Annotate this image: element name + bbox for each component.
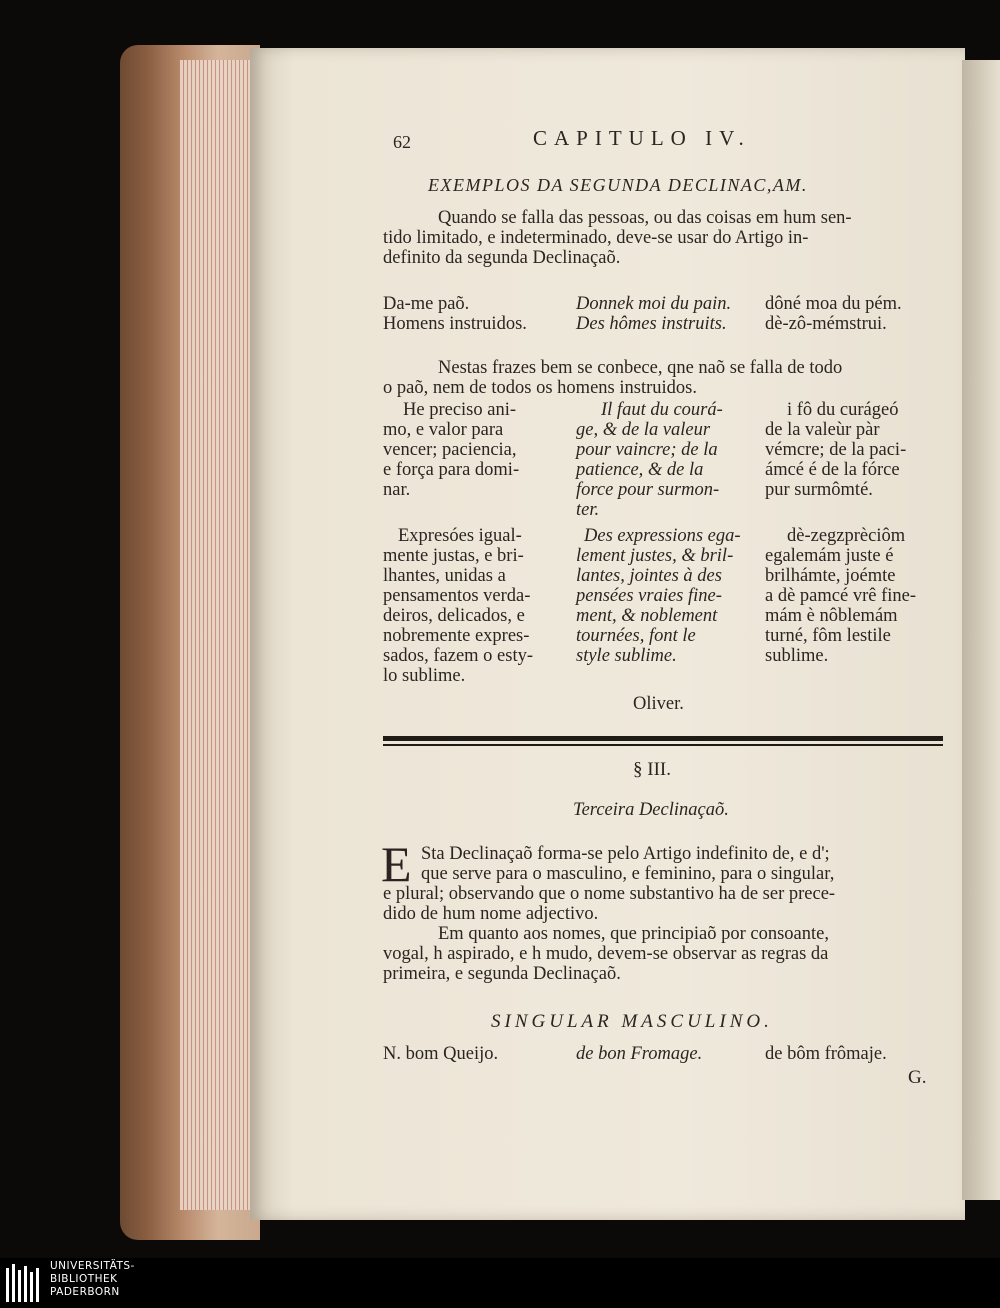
text-line: tournées, font le	[576, 626, 696, 646]
text-line: deiros, delicados, e	[383, 606, 525, 626]
pairs-pronunciation-column	[765, 294, 945, 334]
text-line: ámcé é de la fórce	[765, 460, 900, 480]
text-line: lhantes, unidas a	[383, 566, 506, 586]
drop-cap: E	[381, 836, 412, 892]
french-phrase: Des hômes instruits.	[576, 314, 727, 334]
logo-line: UNIVERSITÄTS-	[50, 1260, 135, 1272]
pairs-portuguese-column	[383, 294, 573, 334]
block1-pronunciation	[765, 400, 943, 500]
text-line: nar.	[383, 480, 411, 500]
text-line: turné, fôm lestile	[765, 626, 891, 646]
examples-title: EXEMPLOS DA SEGUNDA DECLINAC,AM.	[428, 175, 808, 195]
text-line: mente justas, e bri-	[383, 546, 524, 566]
text-line: que serve para o masculino, e feminino, para o singular,	[421, 864, 835, 884]
text-line: Quando se falla das pessoas, ou das coisas em hum sen-	[438, 208, 852, 228]
text-line: ment, & noblement	[576, 606, 718, 626]
text-line: sublime.	[765, 646, 829, 666]
text-line: brilhámte, joémte	[765, 566, 896, 586]
text-line: Il faut du courá-	[601, 400, 723, 420]
page-stack	[180, 60, 255, 1210]
text-line: patience, & de la	[576, 460, 704, 480]
block1-french	[576, 400, 751, 520]
text-line: lement justes, & bril-	[576, 546, 734, 566]
text-line: sados, fazem o esty-	[383, 646, 534, 666]
text-line: vencer; paciencia,	[383, 440, 517, 460]
section-rule-thick	[383, 736, 943, 741]
text-line: definito da segunda Declinaçaõ.	[383, 248, 621, 268]
library-logo-icon	[5, 1262, 41, 1304]
text-line: e força para domi-	[383, 460, 520, 480]
text-line: force pour surmon-	[576, 480, 720, 500]
text-line: nobremente expres-	[383, 626, 530, 646]
block2-french	[576, 526, 756, 666]
text-line: o paõ, nem de todos os homens instruidos.	[383, 378, 697, 398]
text-line: pensamentos verda-	[383, 586, 531, 606]
facing-page-edge	[962, 60, 1000, 1200]
text-line: Sta Declinaçaõ forma-se pelo Artigo indefinito de, e d';	[421, 844, 830, 864]
text-line: vogal, h aspirado, e h mudo, devem-se observar as regras da	[383, 944, 829, 964]
singular-heading: SINGULAR MASCULINO.	[491, 1011, 773, 1032]
intro-paragraph	[383, 208, 943, 268]
text-line: vémcre; de la paci-	[765, 440, 907, 460]
attribution: Oliver.	[633, 694, 684, 714]
example-french: de bon Fromage.	[576, 1044, 703, 1064]
running-head: CAPITULO IV.	[533, 126, 751, 150]
text-line: egalemám juste é	[765, 546, 894, 566]
section-number: § III.	[633, 759, 671, 780]
text-line: de la valeùr pàr	[765, 420, 880, 440]
text-line: Nestas frazes bem se conbece, qne naõ se falla de todo	[438, 358, 843, 378]
text-line: He preciso ani-	[403, 400, 517, 420]
portuguese-phrase: Homens instruidos.	[383, 314, 527, 334]
page-number: 62	[393, 132, 411, 152]
text-line: style sublime.	[576, 646, 677, 666]
pronunciation-phrase: dè-zô-mémstrui.	[765, 314, 887, 334]
section-paragraph	[383, 844, 943, 984]
text-line: Em quanto aos nomes, que principiaõ por consoante,	[438, 924, 829, 944]
text-line: e plural; observando que o nome substantivo ha de ser prece-	[383, 884, 836, 904]
page-header	[383, 128, 943, 158]
text-line: Expresóes igual-	[398, 526, 522, 546]
text-line: mám è nôblemám	[765, 606, 898, 626]
text-line: lo sublime.	[383, 666, 466, 686]
text-line: ge, & de la valeur	[576, 420, 711, 440]
example-portuguese: N. bom Queijo.	[383, 1044, 499, 1064]
text-line: tido limitado, e indeterminado, deve-se usar do Artigo in-	[383, 228, 809, 248]
middle-paragraph	[383, 358, 943, 398]
text-line: dè-zegzprèciôm	[787, 526, 906, 546]
library-logo-text	[50, 1260, 135, 1299]
text-line: dido de hum nome adjectivo.	[383, 904, 599, 924]
text-line: a dè pamcé vrê fine-	[765, 586, 916, 606]
footer-bar	[0, 1258, 1000, 1308]
french-phrase: Donnek moi du pain.	[576, 294, 732, 314]
text-line: pour vaincre; de la	[576, 440, 718, 460]
text-line: i fô du curágeó	[787, 400, 899, 420]
block2-pronunciation	[765, 526, 943, 666]
text-line: pensées vraies fine-	[576, 586, 722, 606]
text-line: Des expressions ega-	[584, 526, 741, 546]
section-title: Terceira Declinaçaõ.	[573, 800, 729, 820]
portuguese-phrase: Da-me paõ.	[383, 294, 470, 314]
catchword: G.	[908, 1067, 927, 1088]
section-rule-thin	[383, 744, 943, 746]
text-line: primeira, e segunda Declinaçaõ.	[383, 964, 621, 984]
pronunciation-phrase: dôné moa du pém.	[765, 294, 902, 314]
block2-portuguese	[383, 526, 561, 686]
pairs-french-column	[576, 294, 766, 334]
text-line: lantes, jointes à des	[576, 566, 722, 586]
text-line: ter.	[576, 500, 600, 520]
logo-line: BIBLIOTHEK	[50, 1273, 118, 1285]
example-pronunciation: de bôm frômaje.	[765, 1044, 887, 1064]
block1-portuguese	[383, 400, 558, 500]
text-line: mo, e valor para	[383, 420, 504, 440]
text-line: pur surmômté.	[765, 480, 873, 500]
logo-line: PADERBORN	[50, 1286, 120, 1298]
